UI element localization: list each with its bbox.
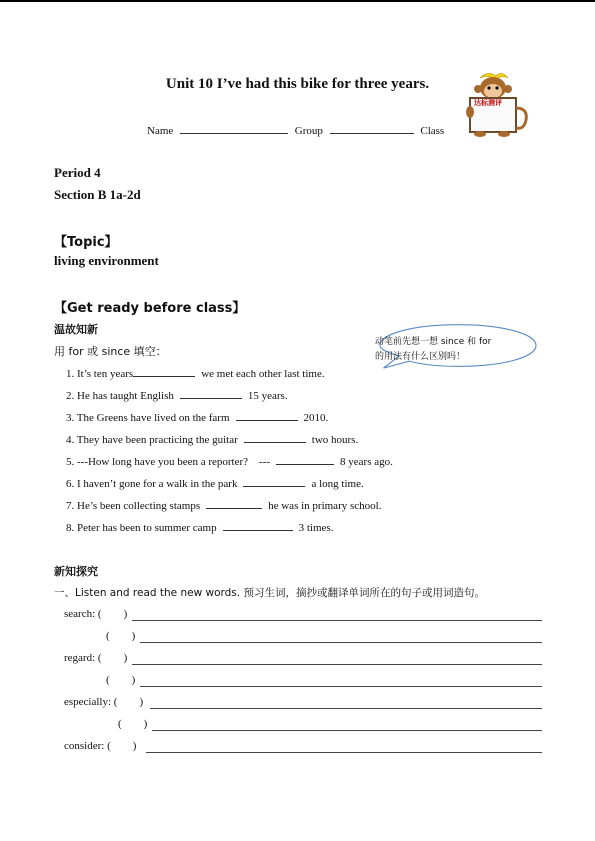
answer-line[interactable] (152, 730, 542, 731)
ready-heading: 【Get ready before class】 (54, 301, 246, 316)
name-label: Name (147, 125, 174, 137)
answer-blank[interactable] (276, 454, 334, 465)
vocab-row: regard: ( ) (64, 652, 128, 664)
page-title: Unit 10 I’ve had this bike for three years. (165, 76, 430, 92)
answer-blank[interactable] (243, 476, 305, 487)
bubble-line-1: 动笔前先想一想 since 和 for (375, 337, 492, 347)
group-field[interactable] (330, 123, 414, 134)
question-6: 6. I haven’t gone for a walk in the park a long time. (66, 478, 364, 490)
vocab-row: ( ) (106, 630, 136, 642)
group-label: Group (294, 125, 323, 137)
question-3: 3. The Greens have lived on the farm 2010. (66, 412, 329, 424)
vocab-row: ( ) (118, 718, 148, 730)
question-4: 4. They have been practicing the guitar two hours. (66, 434, 359, 446)
question-1: 1. It’s ten years we met each other last time. (66, 368, 325, 380)
question-5: 5. ---How long have you been a reporter? --- 8 years ago. (66, 456, 393, 468)
instruction-text: 用 for 或 since 填空： (54, 345, 167, 358)
answer-blank[interactable] (244, 432, 306, 443)
vocab-row: ( ) (106, 674, 136, 686)
answer-blank[interactable] (180, 388, 242, 399)
name-field[interactable] (180, 123, 288, 134)
bubble-line-2: 的用法有什么区别吗！ (375, 352, 466, 362)
period-label: Period 4 (54, 165, 101, 180)
answer-line[interactable] (150, 708, 542, 709)
answer-blank[interactable] (206, 498, 262, 509)
topic-text: living environment (54, 253, 159, 268)
question-7: 7. He’s been collecting stamps he was in primary school. (66, 500, 382, 512)
vocab-row: consider: ( ) (64, 740, 137, 752)
section-label: Section B 1a-2d (54, 187, 141, 202)
name-group-class-line (147, 123, 444, 137)
answer-blank[interactable] (236, 410, 298, 421)
answer-blank[interactable] (133, 366, 195, 377)
vocab-row: search: ( ) (64, 608, 128, 620)
question-2: 2. He has taught English 15 years. (66, 390, 288, 402)
answer-blank[interactable] (223, 520, 293, 531)
new-knowledge-heading: 新知探究 (54, 565, 98, 578)
question-8: 8. Peter has been to summer camp 3 times. (66, 522, 334, 534)
mascot-badge-text: 达标测评 (474, 99, 502, 107)
class-label: Class (420, 125, 445, 137)
answer-line[interactable] (146, 752, 542, 753)
top-border (0, 0, 595, 2)
review-heading: 温故知新 (54, 323, 98, 336)
vocab-row: especially: ( ) (64, 696, 144, 708)
answer-line[interactable] (132, 620, 542, 621)
topic-heading: 【Topic】 (54, 235, 118, 250)
answer-line[interactable] (132, 664, 542, 665)
task-instruction: 一、Listen and read the new words. 预习生词，摘抄或翻译单词所在的句子或用词造句。 (54, 587, 485, 599)
answer-line[interactable] (140, 686, 542, 687)
answer-line[interactable] (140, 642, 542, 643)
